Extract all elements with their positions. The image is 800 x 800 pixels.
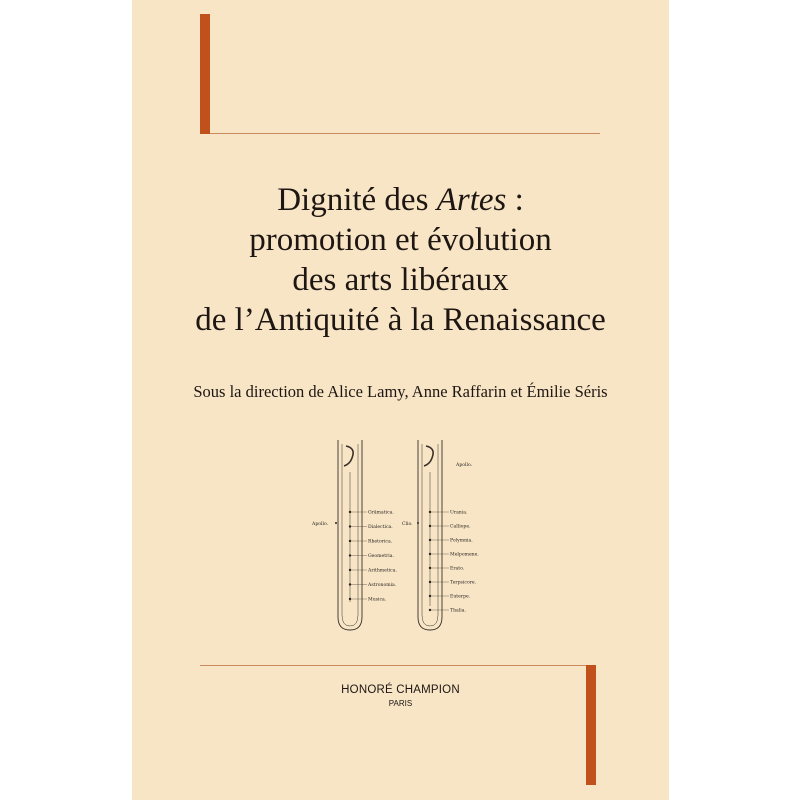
left-item-label: Dialectica.: [368, 525, 393, 530]
book-title: [132, 180, 669, 340]
side-label-dot: [417, 522, 419, 524]
left-item-label: Rhetorica.: [368, 539, 393, 545]
right-item-label: Euterpe.: [450, 594, 471, 600]
publisher-city: PARIS: [388, 699, 413, 708]
right-item-label: Melpomene.: [450, 552, 479, 558]
title-line-1: Dignité des Artes :: [277, 182, 524, 218]
right-item-labels: [450, 510, 479, 614]
left-item-label: Musica.: [368, 597, 387, 603]
right-item-label: Terpsicore.: [450, 580, 477, 586]
title-line-4: de l’Antiquité à la Renaissance: [195, 302, 606, 338]
side-label-dot: [335, 522, 337, 524]
title-line-3: des arts libéraux: [292, 262, 509, 298]
left-item-label: Arithmetica.: [368, 568, 397, 574]
right-item-label: Urania.: [450, 510, 468, 516]
right-item-label: Thalia.: [450, 608, 466, 614]
rule-bottom: [200, 665, 586, 666]
accent-bar-bottom: [586, 665, 596, 785]
right-item-label: Polymnia.: [450, 538, 473, 544]
right-side-label: Clio.: [402, 522, 413, 527]
left-item-label: Astronomia.: [368, 583, 397, 588]
editors-line: Sous la direction de Alice Lamy, Anne Raffarin et Émilie Séris: [193, 382, 608, 401]
left-item-label: Geometria.: [368, 554, 394, 559]
left-item-labels: [367, 510, 397, 603]
rule-top: [210, 133, 600, 134]
right-column-marks: [429, 511, 449, 611]
right-item-label: Calliope.: [450, 524, 471, 530]
left-main-label: Apollo.: [312, 522, 329, 527]
title-italic-word: Artes: [436, 182, 507, 218]
accent-bar-top: [200, 14, 210, 134]
left-column-figure: [338, 440, 362, 630]
left-item-label: Grāmatica.: [368, 510, 394, 516]
publisher-name: HONORÉ CHAMPION: [341, 684, 460, 696]
right-top-label: Apollo.: [456, 463, 473, 468]
title-line-2: promotion et évolution: [249, 222, 552, 258]
right-column-figure: [418, 440, 442, 630]
right-item-label: Erato.: [450, 566, 465, 572]
liberal-arts-diagram: [300, 432, 510, 632]
